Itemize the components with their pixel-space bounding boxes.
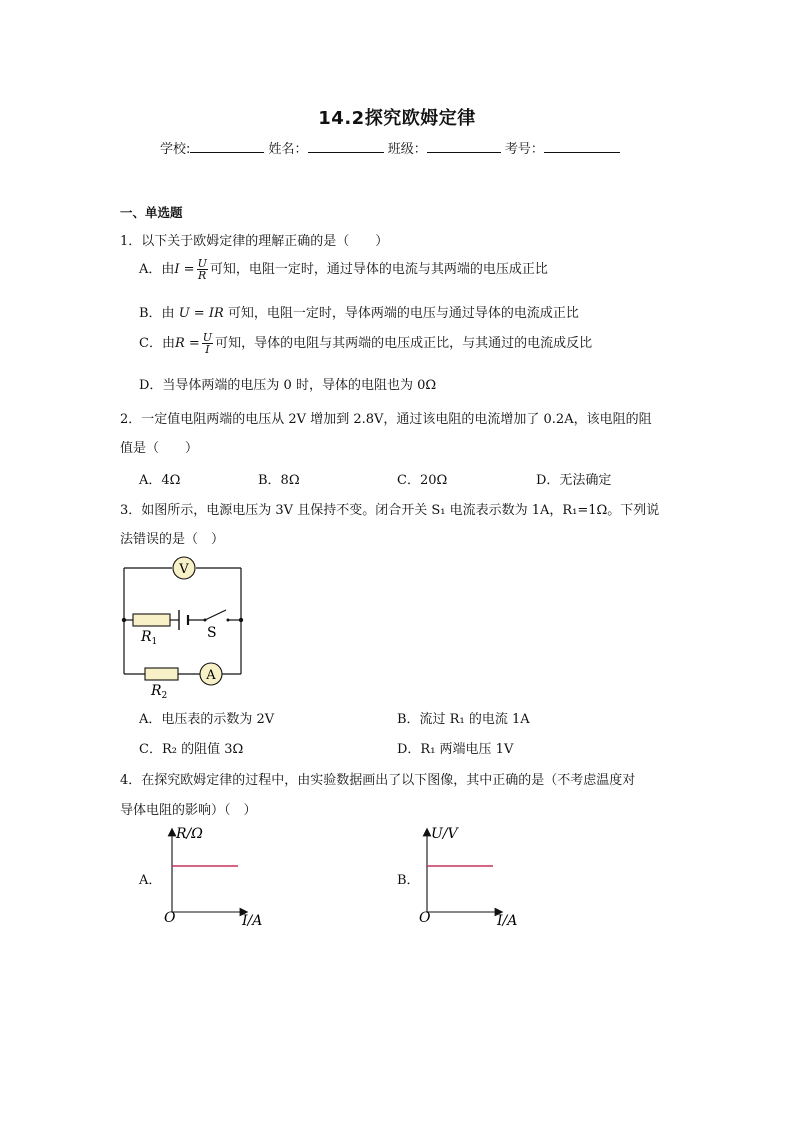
- r1-label: $R_1$: [141, 629, 158, 647]
- number-blank: [544, 140, 620, 153]
- q3-option-d: D．R₁ 两端电压 1V: [397, 742, 514, 757]
- page-title: 14.2探究欧姆定律: [318, 108, 476, 129]
- switch-blade: [205, 610, 226, 620]
- class-label: 班级：: [387, 142, 427, 157]
- q1-a-fraction: $\frac{U}{R}$: [197, 257, 207, 282]
- q1-c-fraction: $\frac{U}{I}$: [202, 331, 213, 356]
- switch-contact: [227, 619, 230, 622]
- q3-option-b: B．流过 R₁ 的电流 1A: [397, 712, 530, 727]
- q3-stem-line2: 法错误的是（ ）: [120, 532, 225, 547]
- q1-b-suffix: 可知，电阻一定时，导体两端的电压与通过导体的电流成正比: [227, 306, 579, 321]
- q2-option-c: C．20Ω: [397, 473, 448, 488]
- name-blank: [308, 140, 384, 153]
- voltmeter-label: V: [179, 562, 189, 577]
- graph-b-origin: O: [419, 910, 431, 926]
- q2-option-a: A．4Ω: [139, 473, 181, 488]
- number-label: 考号：: [504, 142, 544, 157]
- q1-c-suffix: 可知，导体的电阻与其两端的电压成正比，与其通过的电流成反比: [215, 336, 593, 351]
- switch-label: S: [207, 625, 217, 641]
- q3-stem-line1: 3．如图所示，电源电压为 3V 且保持不变。闭合开关 S₁ 电流表示数为 1A，R₁=1Ω。下列说: [120, 503, 660, 518]
- section-heading: 一、单选题: [120, 205, 183, 220]
- switch-pivot: [204, 619, 207, 622]
- q1-a-suffix: 可知，电阻一定时，通过导体的电流与其两端的电压成正比: [209, 262, 548, 277]
- q1-b-formula: U = IR: [178, 306, 224, 321]
- graph-a-ylabel: R/Ω: [176, 826, 203, 842]
- q3-option-c: C．R₂ 的阻值 3Ω: [139, 742, 244, 757]
- q1-option-b: [139, 302, 579, 321]
- q1-a-formula-lhs: I: [174, 262, 180, 277]
- q4-graph-a: [158, 822, 273, 932]
- q1-a-prefix: A．由: [139, 262, 175, 277]
- school-label: 学校:: [160, 142, 191, 157]
- q1-c-prefix: C．由: [139, 336, 175, 351]
- junction-right: [239, 618, 243, 622]
- q3-option-a: A．电压表的示数为 2V: [139, 712, 275, 727]
- resistor-r1: [133, 614, 170, 626]
- graph-a-origin: O: [164, 910, 176, 926]
- q4-stem-line1: 4．在探究欧姆定律的过程中，由实验数据画出了以下图像，其中正确的是（不考虑温度对: [120, 773, 636, 788]
- q1-stem: 1．以下关于欧姆定律的理解正确的是（ ）: [120, 234, 389, 249]
- q1-c-formula-lhs: R: [174, 336, 185, 351]
- q3-circuit-diagram: [115, 555, 255, 700]
- q2-option-d: D．无法确定: [536, 473, 612, 488]
- student-info-line: [160, 138, 620, 157]
- resistor-r2: [145, 668, 178, 680]
- graph-b-ylabel: U/V: [431, 826, 458, 842]
- name-label: 姓名：: [268, 142, 308, 157]
- ammeter-label: A: [206, 668, 216, 683]
- junction-left: [122, 618, 126, 622]
- graph-a-xlabel: I/A: [242, 913, 263, 929]
- r2-label: $R_2$: [151, 683, 168, 700]
- graph-b-xlabel: I/A: [497, 913, 518, 929]
- q4-stem-line2: 导体电阻的影响）（ ）: [120, 803, 257, 818]
- q4-graph-b-label: B．: [397, 873, 420, 888]
- class-blank: [427, 140, 501, 153]
- q2-option-b: B．8Ω: [258, 473, 300, 488]
- q4-graph-b: [413, 822, 528, 932]
- q2-stem-line1: 2．一定值电阻两端的电压从 2V 增加到 2.8V，通过该电阻的电流增加了 0.2A，该电阻的阻: [120, 412, 652, 427]
- q2-stem-line2: 值是（ ）: [120, 441, 199, 456]
- q4-graph-a-label: A．: [139, 873, 162, 888]
- q1-b-prefix: B．由: [139, 306, 175, 321]
- q1-option-c: C．由R = $\frac{U}{I}$ 可知，导体的电阻与其两端的电压成正比，与其通过的电流成反比: [139, 331, 593, 356]
- q1-option-d: D．当导体两端的电压为 0 时，导体的电阻也为 0Ω: [139, 378, 437, 393]
- school-blank: [190, 140, 264, 153]
- q1-option-a: A．由I = $\frac{U}{R}$ 可知，电阻一定时，通过导体的电流与其两端的电压成正比: [139, 257, 548, 282]
